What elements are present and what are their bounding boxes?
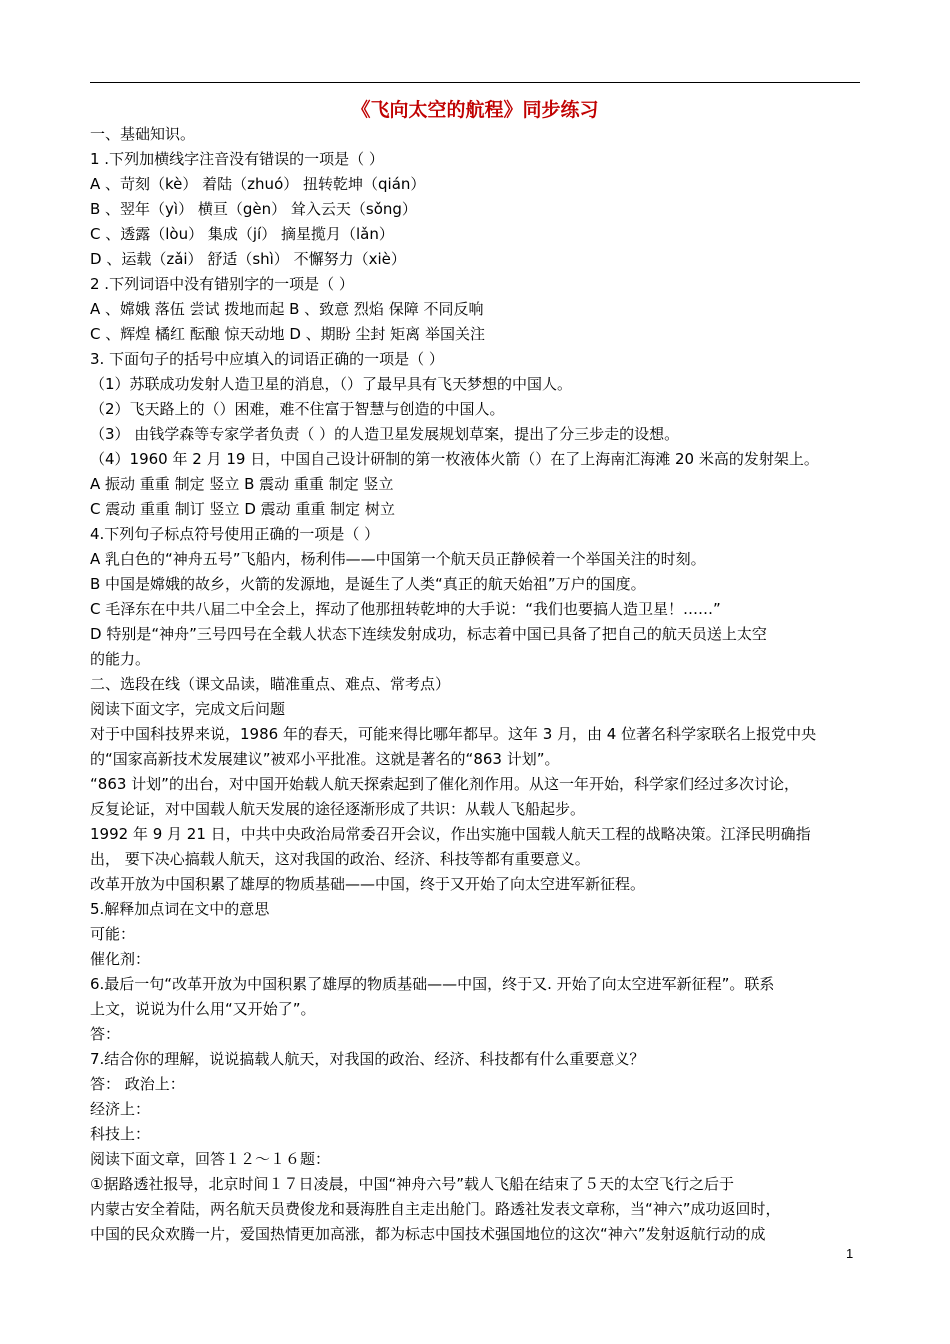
text-line: 中国的民众欢腾一片，爱国热情更加高涨，都为标志中国技术强国地位的这次“神六”发射返航行动的成	[90, 1225, 766, 1243]
text-line: 内蒙古安全着陆，两名航天员费俊龙和聂海胜自主走出舱门。路透社发表文章称，当“神六”成功返回时，	[90, 1200, 781, 1218]
text-line: 的“国家高新技术发展建议”被邓小平批准。这就是著名的“863 计划”。	[90, 750, 560, 768]
text-line: 改革开放为中国积累了雄厚的物质基础——中国，终于又开始了向太空进军新征程。	[90, 875, 646, 893]
text-line: A 乳白色的“神舟五号”飞船内，杨利伟——中国第一个航天员正静候着一个举国关注的时刻。	[90, 550, 706, 568]
text-line: 答：	[90, 1025, 121, 1043]
text-line: 反复论证，对中国载人航天发展的途径逐渐形成了共识：从载人飞船起步。	[90, 800, 586, 818]
text-line: 阅读下面文字，完成文后问题	[90, 700, 286, 718]
text-line: B 、翌年（yì） 横亘（gèn） 耸入云天（sǒng）	[90, 200, 417, 218]
text-line: 科技上：	[90, 1125, 151, 1143]
text-line: 催化剂：	[90, 950, 151, 968]
text-line: A 、嫦娥 落伍 尝试 拨地而起 B 、致意 烈焰 保障 不同反响	[90, 300, 484, 318]
text-line: 1 .下列加横线字注音没有错误的一项是（ ）	[90, 150, 384, 168]
text-line: 出， 要下决心搞载人航天，这对我国的政治、经济、科技等都有重要意义。	[90, 850, 590, 868]
text-line: C 毛泽东在中共八届二中全会上，挥动了他那扭转乾坤的大手说：“我们也要搞人造卫星！……”	[90, 600, 721, 618]
text-line: 4.下列句子标点符号使用正确的一项是（ ）	[90, 525, 380, 543]
document-body	[90, 122, 865, 1247]
text-line: （4）1960 年 2 月 19 日，中国自己设计研制的第一枚液体火箭（）在了上海南汇海滩 20 米高的发射架上。	[90, 450, 819, 468]
text-line: ①据路透社报导，北京时间１７日凌晨，中国“神舟六号”载人飞船在结束了５天的太空飞行之后于	[90, 1175, 734, 1193]
text-line: 3. 下面句子的括号中应填入的词语正确的一项是（ ）	[90, 350, 444, 368]
text-line: C 、透露（lòu） 集成（jí） 摘星揽月（lǎn）	[90, 225, 394, 243]
text-line: （3） 由钱学森等专家学者负责（ ）的人造卫星发展规划草案，提出了分三步走的设想。	[90, 425, 680, 443]
text-line: A 、苛刻（kè） 着陆（zhuó） 扭转乾坤（qián）	[90, 175, 426, 193]
page-number: 1	[846, 1246, 854, 1261]
text-line: 经济上：	[90, 1100, 151, 1118]
text-line: B 中国是嫦娥的故乡，火箭的发源地，是诞生了人类“真正的航天始祖”万户的国度。	[90, 575, 646, 593]
text-line: D 、运载（zǎi） 舒适（shì） 不懈努力（xiè）	[90, 250, 406, 268]
page-title: 《飞向太空的航程》同步练习	[351, 99, 599, 121]
text-line: 一、基础知识。	[90, 125, 196, 143]
text-line: 7.结合你的理解，说说搞载人航天，对我国的政治、经济、科技都有什么重要意义？	[90, 1050, 645, 1068]
text-line: C 、辉煌 橘红 酝酿 惊天动地 D 、期盼 尘封 矩离 举国关注	[90, 325, 485, 343]
text-line: 5.解释加点词在文中的意思	[90, 900, 270, 918]
text-line: 1992 年 9 月 21 日，中共中央政治局常委召开会议，作出实施中国载人航天工程的战略决策。江泽民明确指	[90, 825, 811, 843]
text-line: （1）苏联成功发射人造卫星的消息，（）了最早具有飞天梦想的中国人。	[90, 375, 573, 393]
text-line: 二、选段在线（课文品读，瞄准重点、难点、常考点）	[90, 675, 451, 693]
text-line: “863 计划”的出台，对中国开始载人航天探索起到了催化剂作用。从这一年开始，科学家们经过多次讨论，	[90, 775, 799, 793]
text-line: D 特别是“神舟”三号四号在全载人状态下连续发射成功，标志着中国已具备了把自己的航天员送上太空	[90, 625, 767, 643]
text-line: 6.最后一句“改革开放为中国积累了雄厚的物质基础——中国，终于又. 开始了向太空进军新征程”。联系	[90, 975, 775, 993]
text-line: A 振动 重重 制定 竖立 B 震动 重重 制定 竖立	[90, 475, 394, 493]
text-line: 2 .下列词语中没有错别字的一项是（ ）	[90, 275, 354, 293]
text-line: 的能力。	[90, 650, 151, 668]
header-rule	[90, 82, 860, 83]
text-line: C 震动 重重 制订 竖立 D 震动 重重 制定 树立	[90, 500, 395, 518]
text-line: 对于中国科技界来说，1986 年的春天，可能来得比哪年都早。这年 3 月，由 4 位著名科学家联名上报党中央	[90, 725, 817, 743]
text-line: （2）飞天路上的（）困难，难不住富于智慧与创造的中国人。	[90, 400, 505, 418]
text-line: 可能：	[90, 925, 136, 943]
text-line: 上文，说说为什么用“又开始了”。	[90, 1000, 316, 1018]
text-line: 阅读下面文章，回答１２～１６题：	[90, 1150, 331, 1168]
text-line: 答： 政治上：	[90, 1075, 185, 1093]
